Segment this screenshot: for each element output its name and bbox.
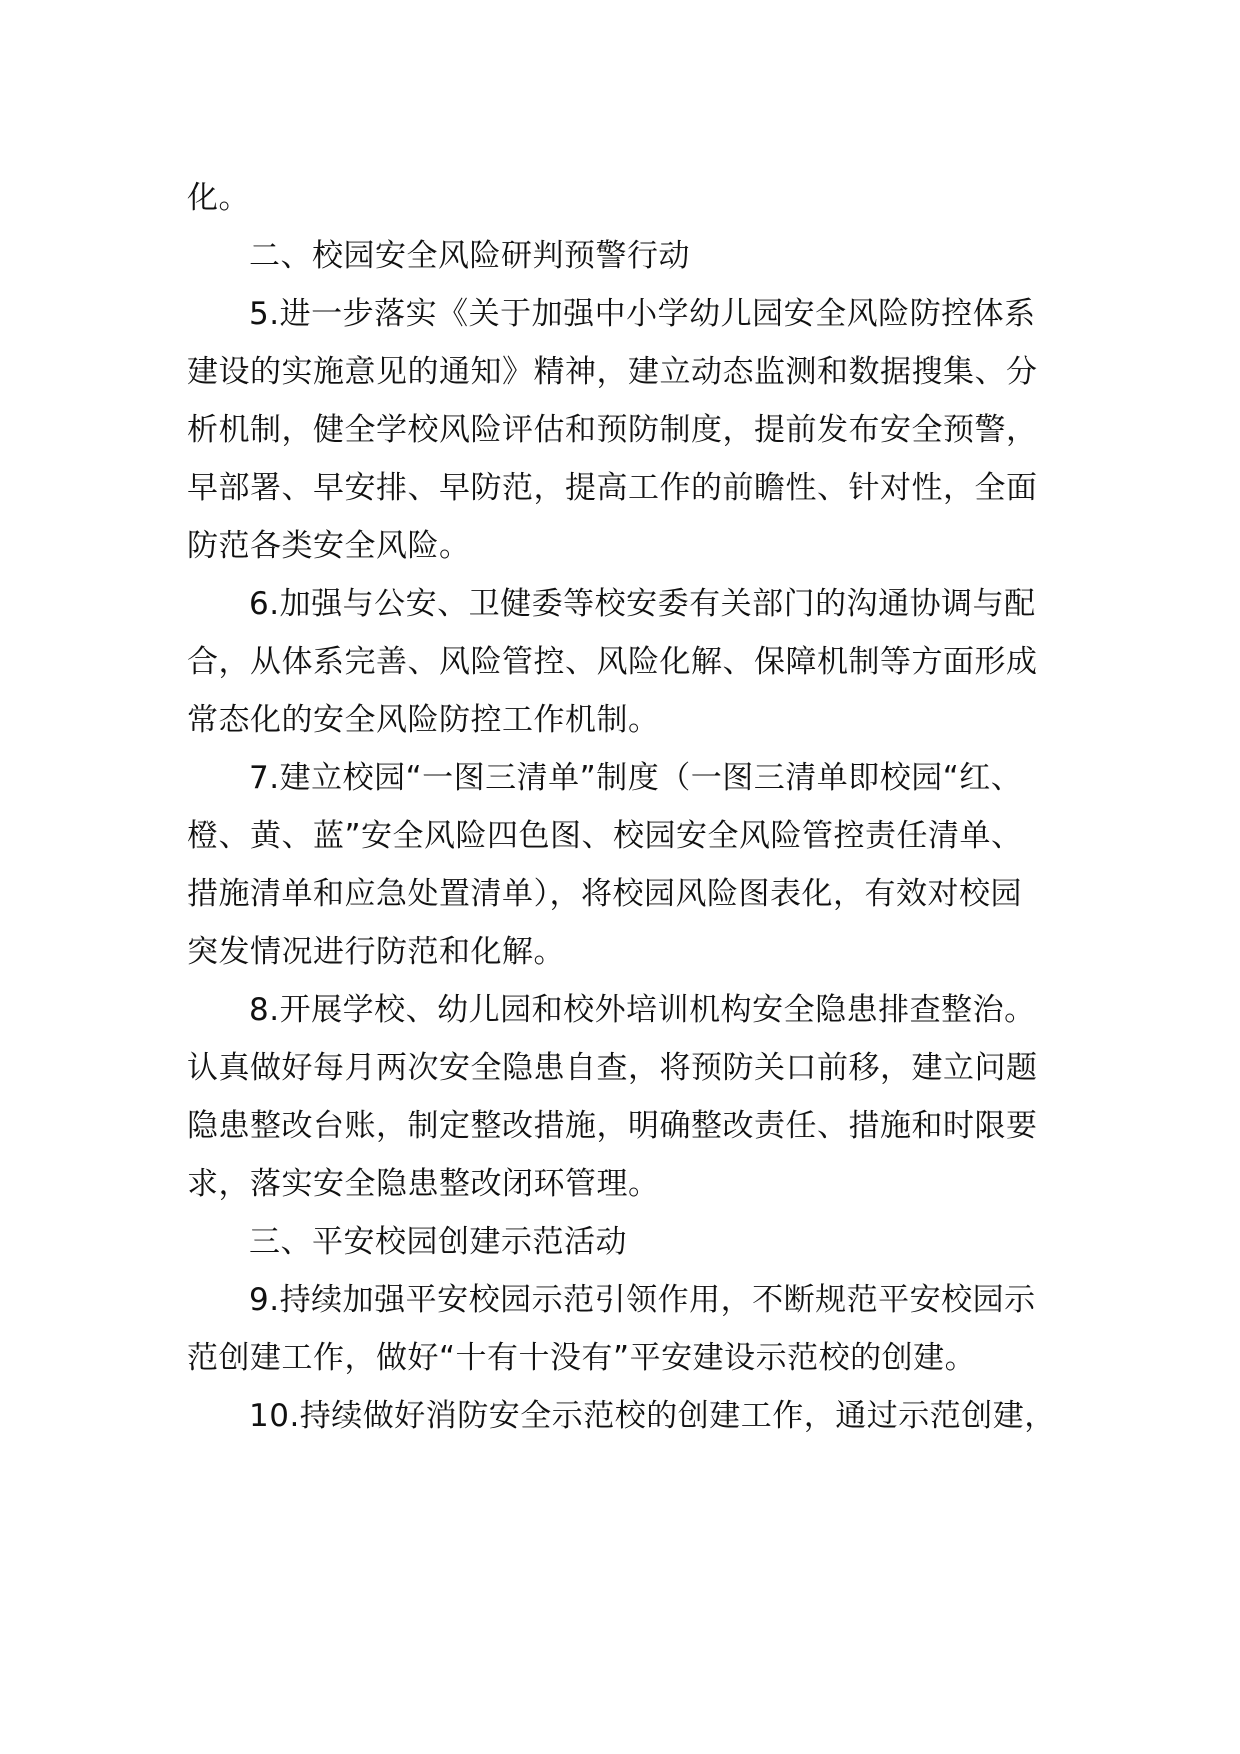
paragraph-line: 建设的实施意见的通知》精神，建立动态监测和数据搜集、分 [187,354,1038,390]
paragraph-line: 措施清单和应急处置清单），将校园风险图表化，有效对校园 [187,876,1022,912]
section-heading: 三、平安校园创建示范活动 [249,1224,627,1260]
paragraph-line: 化。 [187,180,250,216]
paragraph-line: 橙、黄、蓝”安全风险四色图、校园安全风险管控责任清单、 [187,818,1023,854]
paragraph-line: 8.开展学校、幼儿园和校外培训机构安全隐患排查整治。 [249,992,1036,1028]
section-heading: 二、校园安全风险研判预警行动 [249,238,690,274]
paragraph-line: 5.进一步落实《关于加强中小学幼儿园安全风险防控体系 [249,296,1036,332]
paragraph-line: 9.持续加强平安校园示范引领作用，不断规范平安校园示 [249,1282,1036,1318]
paragraph-line: 早部署、早安排、早防范，提高工作的前瞻性、针对性，全面 [187,470,1038,506]
paragraph-line: 范创建工作，做好“十有十没有”平安建设示范校的创建。 [187,1340,977,1376]
paragraph-line: 突发情况进行防范和化解。 [187,934,565,970]
paragraph-line: 7.建立校园“一图三清单”制度（一图三清单即校园“红、 [249,760,1023,796]
paragraph-line: 6.加强与公安、卫健委等校安委有关部门的沟通协调与配 [249,586,1036,622]
paragraph-line: 求，落实安全隐患整改闭环管理。 [187,1166,660,1202]
paragraph-line: 常态化的安全风险防控工作机制。 [187,702,660,738]
paragraph-line: 防范各类安全风险。 [187,528,471,564]
paragraph-line: 析机制，健全学校风险评估和预防制度，提前发布安全预警， [187,412,1038,448]
paragraph-line: 隐患整改台账，制定整改措施，明确整改责任、措施和时限要 [187,1108,1038,1144]
paragraph-line: 10.持续做好消防安全示范校的创建工作，通过示范创建， [249,1398,1056,1434]
paragraph-line: 合，从体系完善、风险管控、风险化解、保障机制等方面形成 [187,644,1038,680]
paragraph-line: 认真做好每月两次安全隐患自查，将预防关口前移，建立问题 [187,1050,1038,1086]
